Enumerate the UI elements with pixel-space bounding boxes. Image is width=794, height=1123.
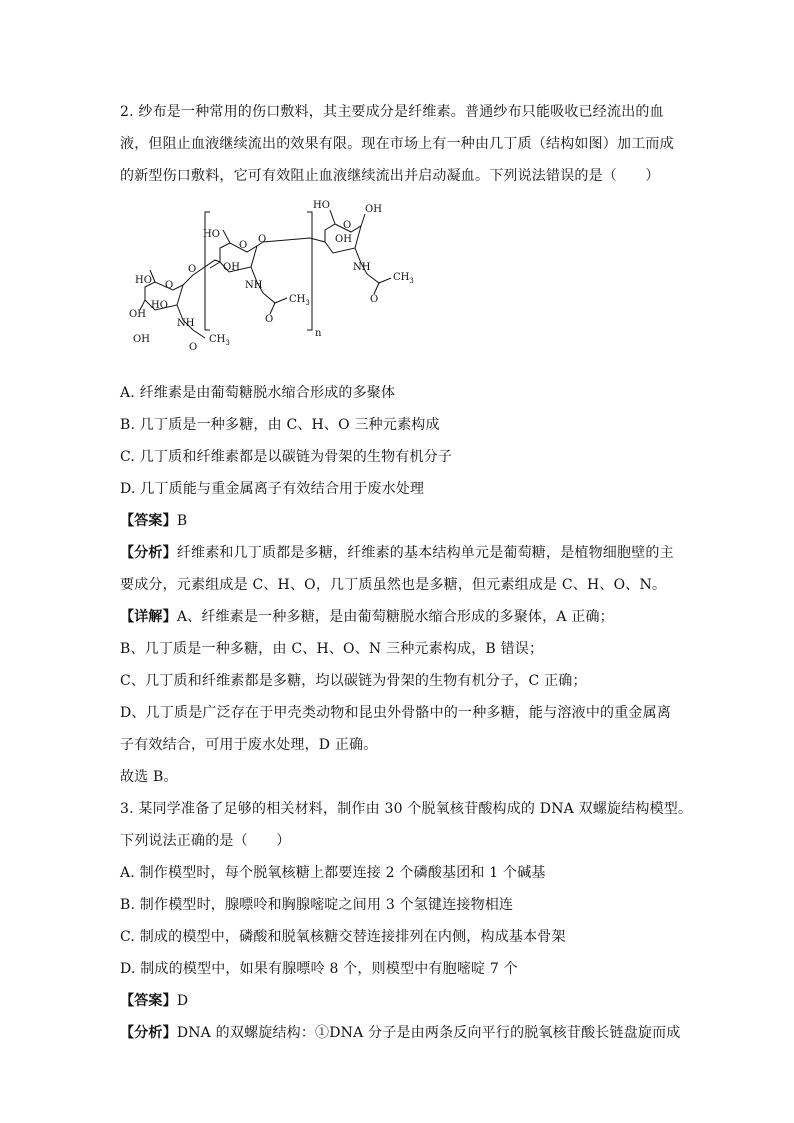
- label-o-carbonyl-1: O: [189, 342, 198, 353]
- analysis-tag: 【分析】: [120, 545, 177, 561]
- q2-analysis-line-2: 要成分，元素组成是 C、H、O，几丁质虽然也是多糖，但元素组成是 C、H、O、N。: [120, 577, 667, 593]
- label-ch3-3: $CH_3$: [393, 272, 414, 285]
- label-o-ring-1: O: [165, 280, 174, 291]
- label-o-bridge-1: O: [188, 264, 197, 275]
- label-nh-1: NH: [177, 318, 195, 329]
- label-oh-left-2: OH: [133, 334, 150, 345]
- label-oh-top: OH: [365, 204, 382, 215]
- chitin-structure-diagram: [125, 190, 425, 360]
- q3-stem-line-2: 下列说法正确的是（ ）: [120, 833, 291, 849]
- q2-option-a: A. 纤维素是由葡萄糖脱水缩合形成的多聚体: [120, 385, 396, 401]
- label-oh-left-1: OH: [129, 309, 146, 320]
- q3-stem-line-1: 3. 某同学准备了足够的相关材料，制作由 30 个脱氧核苷酸构成的 DNA 双螺旋结构模型。: [120, 801, 693, 817]
- q3-option-d: D. 制成的模型中，如果有腺嘌呤 8 个，则模型中有胞嘧啶 7 个: [120, 961, 518, 977]
- label-nh-2: NH: [245, 280, 263, 291]
- q2-stem-line-3: 的新型伤口敷料，它可有效阻止血液继续流出并启动凝血。下列说法错误的是（ ）: [120, 168, 660, 184]
- label-o-carbonyl-2: O: [265, 314, 274, 325]
- q2-detail-line-1: 【详解】A、纤维素是一种多糖，是由葡萄糖脱水缩合形成的多聚体，A 正确；: [120, 609, 614, 625]
- q3-analysis-line-1: 【分析】DNA 的双螺旋结构：①DNA 分子是由两条反向平行的脱氧核苷酸长链盘旋而成: [120, 1025, 681, 1041]
- q3-option-a: A. 制作模型时，每个脱氧核糖上都要连接 2 个磷酸基团和 1 个碱基: [120, 865, 546, 881]
- label-nh-3: NH: [353, 262, 371, 273]
- label-ho-1: HO: [135, 275, 152, 286]
- label-o-ring-3: O: [343, 220, 352, 231]
- q2-detail-line-4: D、几丁质是广泛存在于甲壳类动物和昆虫外骨骼中的一种多糖，能与溶液中的重金属离: [120, 705, 672, 721]
- label-ho-2: HO: [203, 229, 220, 240]
- label-ch3-2: $CH_3$: [289, 294, 310, 307]
- label-ho-3: HO: [151, 300, 168, 311]
- q2-conclusion: 故选 B。: [120, 769, 178, 785]
- label-oh-2: OH: [223, 262, 240, 273]
- q2-stem-line-1: 2. 纱布是一种常用的伤口敷料，其主要成分是纤维素。普通纱布只能吸收已经流出的血: [120, 104, 664, 120]
- answer-tag: 【答案】: [120, 513, 177, 529]
- q2-detail-line-3: C、几丁质和纤维素都是多糖，均以碳链为骨架的生物有机分子，C 正确；: [120, 673, 587, 689]
- q2-stem-line-2: 液，但阻止血液继续流出的效果有限。现在市场上有一种由几丁质（结构如图）加工而成: [120, 136, 674, 152]
- q3-option-c: C. 制成的模型中，磷酸和脱氧核糖交替连接排列在内侧，构成基本骨架: [120, 929, 566, 945]
- label-oh-3: OH: [335, 234, 352, 245]
- detail-tag: 【详解】: [120, 609, 177, 625]
- label-ho-4: HO: [313, 200, 330, 211]
- q2-detail-line-5: 子有效结合，可用于废水处理，D 正确。: [120, 737, 378, 753]
- answer-value: B: [176, 513, 188, 529]
- q3-answer: 【答案】D: [120, 993, 189, 1009]
- q2-detail-line-2: B、几丁质是一种多糖，由 C、H、O、N 三种元素构成，B 错误；: [120, 641, 544, 657]
- q2-option-b: B. 几丁质是一种多糖，由 C、H、O 三种元素构成: [120, 417, 440, 433]
- label-o-carbonyl-3: O: [370, 294, 379, 305]
- label-o-ring-2: O: [239, 240, 248, 251]
- label-repeat-n: n: [315, 328, 322, 339]
- q2-option-c: C. 几丁质和纤维素都是以碳链为骨架的生物有机分子: [120, 449, 453, 465]
- q2-answer: [120, 511, 680, 531]
- label-o-bridge-2: O: [258, 234, 267, 245]
- q2-option-d: D. 几丁质能与重金属离子有效结合用于废水处理: [120, 481, 425, 497]
- q3-option-b: B. 制作模型时，腺嘌呤和胸腺嘧啶之间用 3 个氢键连接物相连: [120, 897, 514, 913]
- q2-analysis-line-1: 【分析】纤维素和几丁质都是多糖，纤维素的基本结构单元是葡萄糖，是植物细胞壁的主: [120, 545, 674, 561]
- label-ch3-1: $CH_3$: [209, 334, 230, 347]
